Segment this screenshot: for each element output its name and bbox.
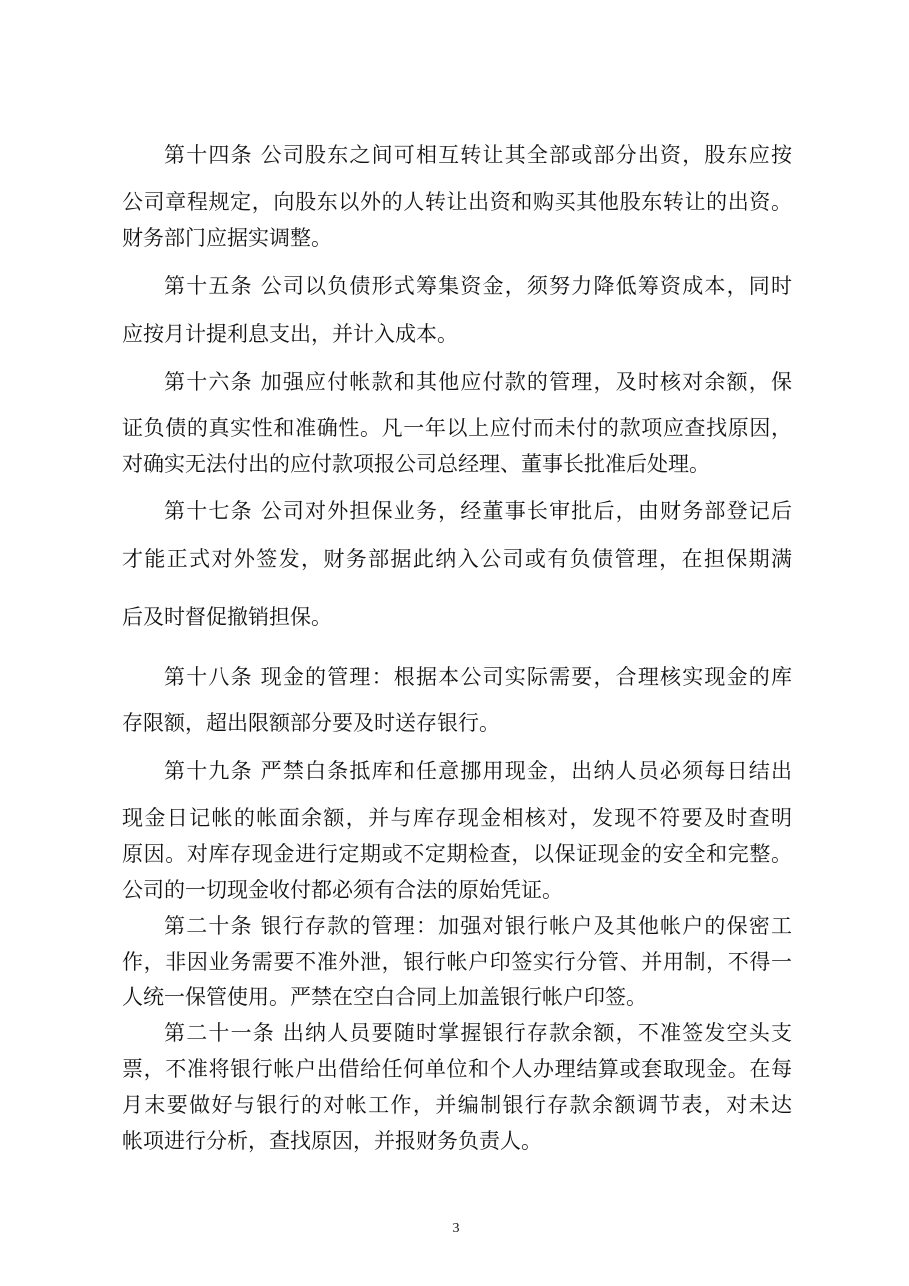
paragraph-line: 财务部门应据实调整。 [122, 226, 332, 250]
paragraph-line: 第十五条 公司以负债形式筹集资金，须努力降低筹资成本，同时 [164, 274, 792, 298]
paragraph-line: 第十九条 严禁白条抵库和任意挪用现金，出纳人员必须每日结出 [164, 759, 792, 783]
page-number: 3 [452, 1221, 460, 1236]
paragraph-line: 人统一保管使用。严禁在空白合同上加盖银行帐户印签。 [122, 985, 647, 1009]
paragraph-line: 帐项进行分析，查找原因，并报财务负责人。 [122, 1129, 542, 1153]
paragraph-line: 公司章程规定，向股东以外的人转让出资和购买其他股东转让的出资。 [122, 190, 792, 214]
paragraph-line: 原因。对库存现金进行定期或不定期检查，以保证现金的安全和完整。 [122, 842, 792, 866]
paragraph-line: 存限额，超出限额部分要及时送存银行。 [122, 711, 500, 735]
paragraph-line: 第十四条 公司股东之间可相互转让其全部或部分出资，股东应按 [164, 143, 792, 167]
paragraph-line: 后及时督促撤销担保。 [122, 605, 332, 629]
paragraph-line: 第十七条 公司对外担保业务，经董事长审批后，由财务部登记后 [164, 499, 792, 523]
paragraph-line: 第二十一条 出纳人员要随时掌握银行存款余额，不准签发空头支 [164, 1021, 792, 1045]
paragraph-line: 票，不准将银行帐户出借给任何单位和个人办理结算或套取现金。在每 [122, 1057, 792, 1081]
paragraph-line: 应按月计提利息支出，并计入成本。 [122, 322, 458, 346]
paragraph-line: 月末要做好与银行的对帐工作，并编制银行存款余额调节表，对未达 [122, 1093, 792, 1117]
paragraph-line: 第十六条 加强应付帐款和其他应付款的管理，及时核对余额，保 [164, 370, 792, 394]
paragraph-line: 作，非因业务需要不准外泄，银行帐户印签实行分管、并用制，不得一 [122, 950, 792, 974]
paragraph-line: 证负债的真实性和准确性。凡一年以上应付而未付的款项应查找原因， [122, 416, 792, 440]
paragraph-line: 第十八条 现金的管理：根据本公司实际需要，合理核实现金的库 [164, 665, 792, 689]
paragraph-line: 才能正式对外签发，财务部据此纳入公司或有负债管理，在担保期满 [122, 547, 792, 571]
paragraph-line: 对确实无法付出的应付款项报公司总经理、董事长批准后处理。 [122, 452, 710, 476]
paragraph-line: 第二十条 银行存款的管理：加强对银行帐户及其他帐户的保密工 [164, 914, 792, 938]
paragraph-line: 现金日记帐的帐面余额，并与库存现金相核对，发现不符要及时查明 [122, 806, 792, 830]
paragraph-line: 公司的一切现金收付都必须有合法的原始凭证。 [122, 878, 563, 902]
